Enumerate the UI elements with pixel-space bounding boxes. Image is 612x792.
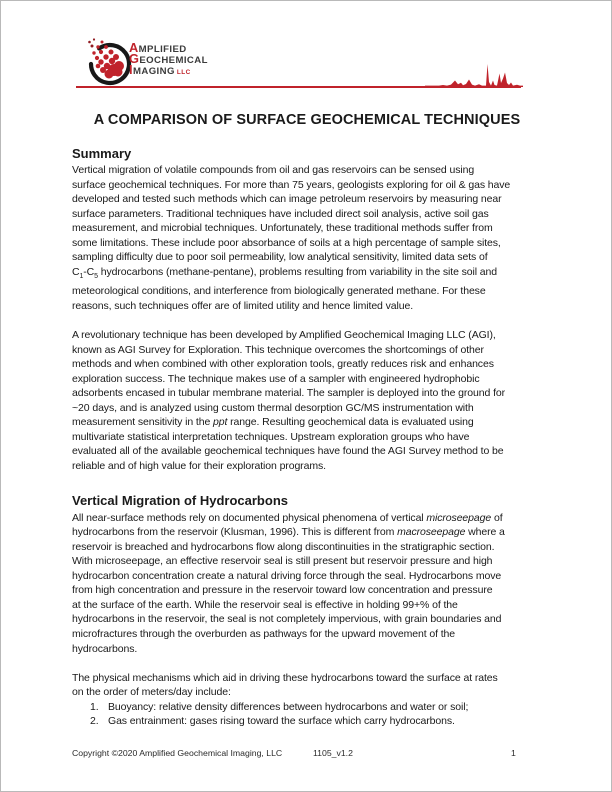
copyright-text: Copyright ©2020 Amplified Geochemical Imaging, LLC — [72, 748, 283, 758]
chromatogram-trace-icon — [425, 56, 523, 87]
agi-logo-wordmark — [129, 42, 208, 76]
paragraph: All near-surface methods rely on documented physical phenomena of vertical microseepage of hydrocarbons from the reservoir (Klusman, 1996). This is different from macroseepage where a reservoir is breached and hydrocarbons flow along discontinuities in the stratigraphic section. With microseepage, an effective reservoir seal is still present but reservoir pressure and high hydrocarbon concentration create a natural driving force through the seal. Hydrocarbons move from high concentration and pressure in the reservoir toward low concentration and pressure at the surface of the earth. While the reservoir seal is effective in holding 99+% of the hydrocarbons in the reservoir, the seal is not completely impervious, with grain boundaries and microfractures through the overburden as pathways for the upward movement of the hydrocarbons. — [72, 511, 505, 655]
section-heading-summary: Summary — [72, 146, 132, 161]
paragraph-spacer — [72, 314, 542, 329]
list-number: 1. — [90, 700, 99, 713]
agi-logo-icon — [87, 37, 133, 87]
paragraph: Vertical migration of volatile compounds from oil and gas reservoirs can be sensed using surface geochemical techniques. For more than 75 years, geologists exploring for oil & gas have developed and tested such methods which can image petroleum reservoirs by measuring near surface parameters. Traditional techniques have included direct soil analysis, active soil gas measurement, and microbial techniques. Unfortunately, these traditional methods suffer from some limitations. These include poor absorbance of soils at a high percentage of sample sites, sampling difficulty due to poor soil permeability, low analytical sensitivity, limited data sets of $C_1-C_5$ hydrocarbons (methane-pentane), problems resulting from variability in the site soil and meteorological conditions, and interference from biologically generated methane. For these reasons, such techniques offer are of limited utility and hence limited value. — [72, 164, 511, 313]
logo-word-geochemical: GEOCHEMICAL — [129, 51, 208, 67]
section-heading-vertical-migration: Vertical Migration of Hydrocarbons — [72, 492, 288, 508]
document-body — [72, 144, 542, 729]
list-item-text: Buoyancy: relative density differences between hydrocarbons and water or soil; — [108, 700, 469, 713]
list-item-text: Gas entrainment: gases rising toward the surface which carry hydrocarbons. — [108, 715, 455, 728]
paragraph: A revolutionary technique has been developed by Amplified Geochemical Imaging LLC (AGI), known as AGI Survey for Exploration. This technique overcomes the shortcomings of other methods and when combined with other exploration tools, greatly reduces risk and enhances exploration success. The technique makes use of a sampler with engineered hydrophobic adsorbents encased in tubular membrane material. The sampler is deployed into the ground for ~20 days, and is analyzed using custom thermal desorption GC/MS instrumentation with measurement sensitivity in the ppt range. Resulting geochemical data is evaluated using multivariate statistical interpretation techniques. Upstream exploration groups who have evaluated all of the available geochemical techniques have found the AGI Survey method to be reliable and of high value for their exploration programs. — [72, 329, 506, 473]
list-item — [72, 700, 542, 715]
paragraph-spacer — [72, 656, 542, 671]
list-number: 2. — [90, 715, 99, 728]
page-footer — [1, 748, 612, 762]
document-id: 1105_v1.2 — [313, 748, 353, 758]
page-number: 1 — [511, 748, 516, 758]
paragraph: The physical mechanisms which aid in driving these hydrocarbons toward the surface at rates on the order of meters/day include: — [72, 671, 498, 699]
page-title: A COMPARISON OF SURFACE GEOCHEMICAL TECHNIQUES — [93, 112, 521, 128]
list-item — [72, 714, 542, 729]
logo-word-amplified: AMPLIFIED — [129, 40, 187, 55]
logo-word-imaging: IMAGING LLC — [129, 62, 191, 78]
header-divider — [76, 86, 521, 88]
